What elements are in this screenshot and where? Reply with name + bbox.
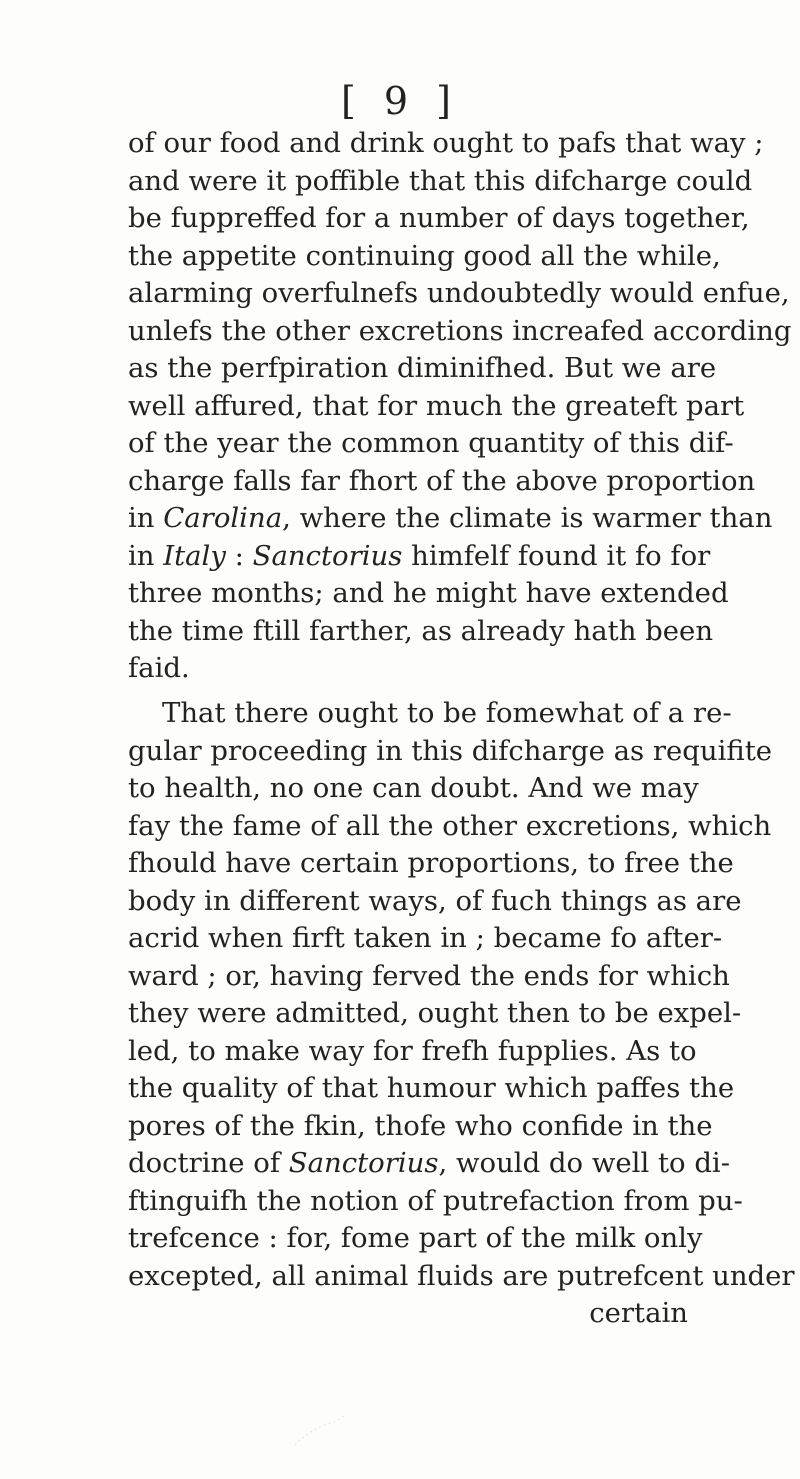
italic-text-segment: Carolina [163,502,283,534]
text-line [128,1070,735,1108]
text-segment: body in different ways, of fuch things as are [128,884,742,917]
text-line [128,500,773,538]
text-line [128,1258,795,1296]
text-line [128,1033,697,1071]
text-segment: fhould have certain proportions, to free the [128,847,734,879]
text-line [128,883,742,921]
text-line [128,388,745,426]
text-line [128,463,756,501]
text-segment: as the perfpiration diminifhed. But we are [128,352,717,384]
text-segment: the appetite continuing good all the while, [128,239,721,272]
text-line [128,538,711,576]
text-line [128,995,742,1033]
text-line [128,695,732,733]
text-segment: fay the fame of all the other excretions, which [128,809,772,842]
text-line [128,125,764,163]
text-segment: they were admitted, ought then to be expel- [128,997,742,1029]
italic-text-segment: Sanctorius [288,1147,439,1179]
text-line [128,808,772,846]
text-segment: and were it poffible that this difcharge could [128,164,753,197]
text-segment: That there ought to be fomewhat of a re- [162,697,732,729]
text-line [128,650,688,688]
text-segment: three months; and he might have extended [128,577,729,609]
text-segment: be fuppreffed for a number of days together, [128,202,750,234]
text-line [128,238,721,276]
text-line [128,275,790,313]
text-segment: , would do well to di- [438,1147,731,1179]
text-line [128,958,730,996]
text-segment: , where the climate is warmer than [282,502,773,534]
text-segment: of our food and drink ought to pafs that way ; [128,127,764,159]
text-line [128,163,753,201]
text-line [128,350,717,388]
ink-smudge-mark [290,1410,350,1450]
text-line [128,613,714,651]
text-segment: well affured, that for much the greateft part [128,389,745,422]
text-line [128,1145,731,1183]
text-segment: gular proceeding in this difcharge as requifite [128,734,773,767]
paragraph-1 [128,125,792,688]
text-segment: to health, no one can doubt. And we may [128,772,699,804]
text-segment: pores of the fkin, thofe who confide in the [128,1109,713,1142]
text-segment: ftinguifh the notion of putrefaction from pu- [128,1184,743,1217]
text-segment: in [128,502,164,534]
text-line [128,845,734,883]
page-number: [ 9 ] [341,79,459,123]
text-segment: ward ; or, having ferved the ends for which [128,959,730,992]
text-segment: faid. [128,652,190,684]
text-segment: himfelf found it fo for [402,539,711,572]
text-line [128,770,699,808]
text-line [128,313,792,351]
text-line [128,200,750,238]
text-segment: acrid when firft taken in ; became fo after- [128,922,723,954]
text-line [128,1183,743,1221]
paragraph-2 [128,695,795,1333]
text-line [128,575,729,613]
text-line [128,1220,703,1258]
text-line [128,425,734,463]
italic-text-segment: Sanctorius [252,539,403,572]
text-segment: the time ftill farther, as already hath been [128,614,714,647]
text-segment: excepted, all animal fluids are putrefcent under [128,1259,795,1292]
text-segment: charge falls far fhort of the above proportion [128,464,756,497]
text-line [128,1295,688,1333]
text-segment: doctrine of [128,1147,289,1179]
text-line [128,1108,713,1146]
text-segment: the quality of that humour which paffes the [128,1072,735,1104]
text-segment: trefcence : for, fome part of the milk only [128,1222,703,1254]
text-line [128,733,773,771]
text-segment: of the year the common quantity of this dif- [128,427,734,459]
text-segment: led, to make way for frefh fupplies. As to [128,1034,697,1067]
italic-text-segment: Italy [163,539,226,572]
text-line [128,920,723,958]
text-segment: : [225,539,253,572]
text-segment: unlefs the other excretions increafed according [128,314,792,347]
text-segment: in [128,539,164,572]
text-segment: alarming overfulnefs undoubtedly would enfue, [128,277,790,309]
text-segment: certain [589,1297,688,1329]
